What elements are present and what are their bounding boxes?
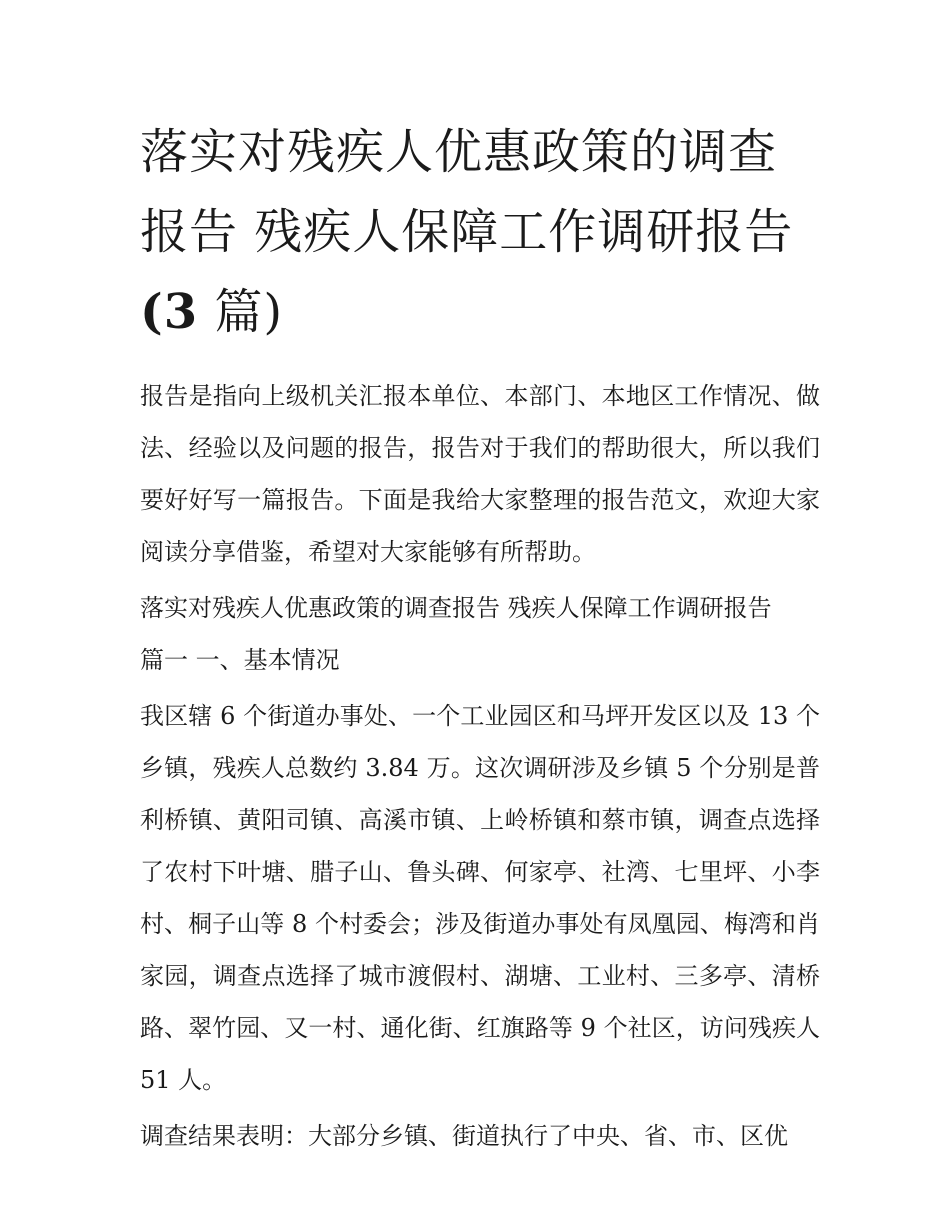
title-suffix: 篇) (198, 284, 284, 340)
body-paragraph-1: 我区辖 6 个街道办事处、一个工业园区和马坪开发区以及 13 个乡镇，残疾人总数约 3.84 万。这次调研涉及乡镇 5 个分别是普利桥镇、黄阳司镇、高溪市镇、上岭桥镇和蔡市镇，调查点选择了农村下叶塘、腊子山、鲁头碑、何家亭、社湾、七里坪、小李村、桐子山等 8 个村委会；涉及街道办事处有凤凰园、梅湾和肖家园，调查点选择了城市渡假村、湖塘、工业村、三多亭、清桥路、翠竹园、又一村、通化街、红旗路等 9 个社区，访问残疾人 51 人。 (140, 702, 820, 1094)
intro-paragraph: 报告是指向上级机关汇报本单位、本部门、本地区工作情况、做法、经验以及问题的报告，报告对于我们的帮助很大，所以我们要好好写一篇报告。下面是我给大家整理的报告范文，欢迎大家阅读分享借鉴，希望对大家能够有所帮助。 (140, 382, 820, 566)
section-heading (140, 582, 820, 686)
section-heading-line2: 篇一 一、基本情况 (140, 646, 340, 674)
body-paragraph-2: 调查结果表明：大部分乡镇、街道执行了中央、省、市、区优 (140, 1122, 788, 1150)
section-heading-line1: 落实对残疾人优惠政策的调查报告 残疾人保障工作调研报告 (140, 594, 772, 622)
document-page (140, 112, 820, 1162)
title-text: 落实对残疾人优惠政策的调查报告 残疾人保障工作调研报告 (140, 124, 794, 260)
document-title (140, 112, 820, 352)
title-count: 3 (163, 284, 199, 340)
title-paren-open: ( (140, 284, 164, 340)
